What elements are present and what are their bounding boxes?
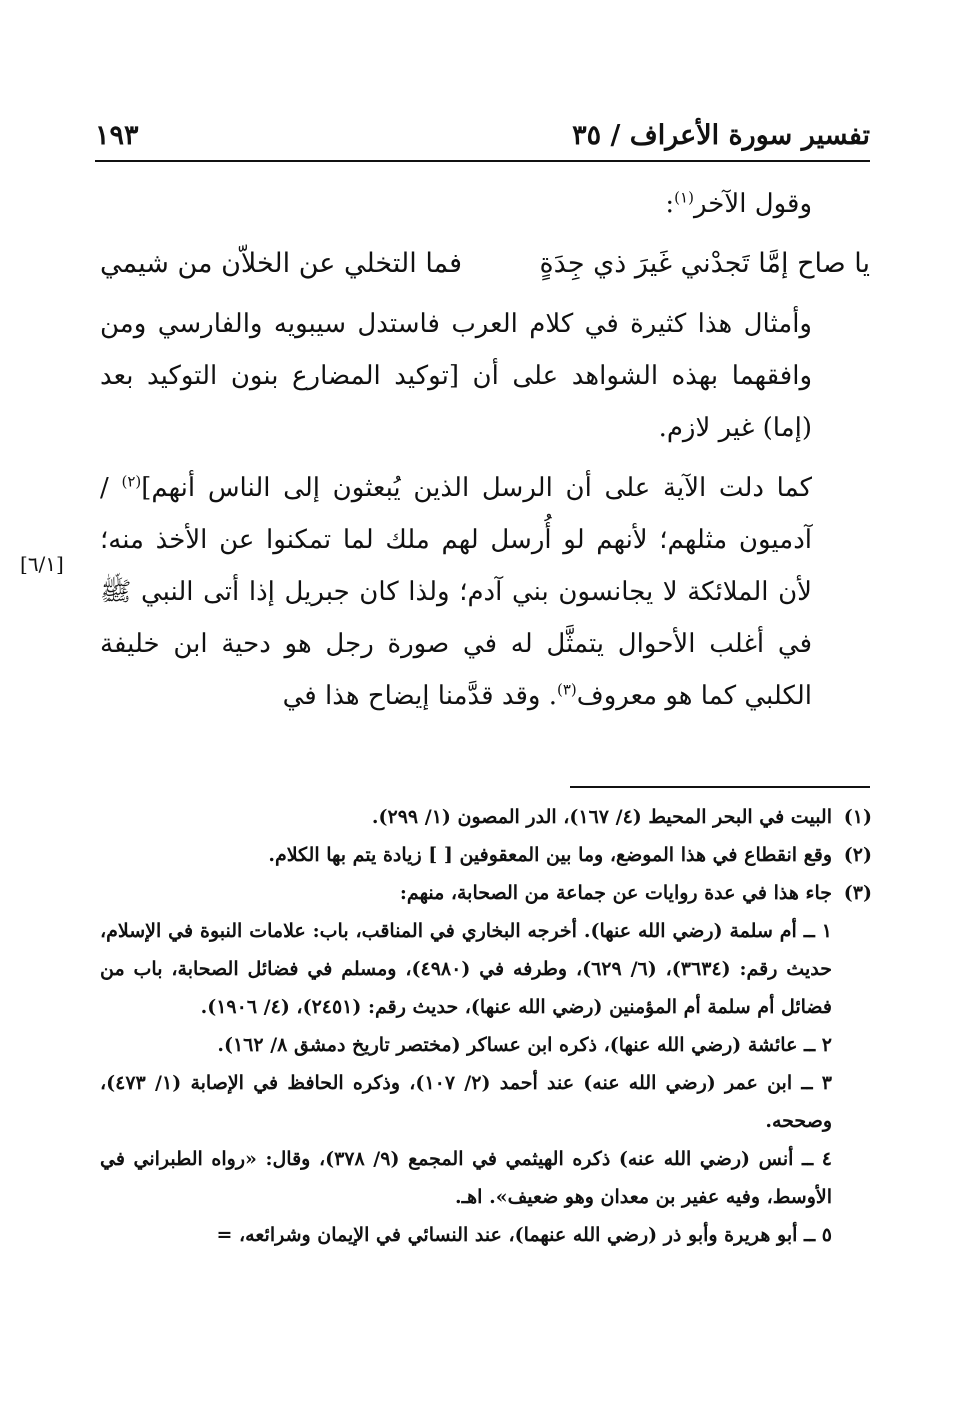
sub-note-4: ٤ ــ أنس (رضي الله عنه) ذكره الهيثمي في المجمع (٩/ ٣٧٨)، وقال: «رواه الطبراني في الأوسط، وفيه عفير بن معدان وهو ضعيف». اهـ. bbox=[100, 1148, 832, 1208]
footnote-ref-1[interactable]: (١) bbox=[674, 188, 694, 207]
sub-note-1: ١ ــ أم سلمة (رضي الله عنها). أخرجه البخاري في المناقب، باب: علامات النبوة في الإسلام، حديث رقم: (٣٦٣٤)، (٦/ ٦٢٩)، وطرفه في (٤٩٨٠)، ومسلم في فضائل الصحابة، باب من فضائل أم سلمة أم المؤمنين (رضي الله عنها)، حديث رقم: (٢٤٥١)، (٤/ ١٩٠٦). bbox=[100, 920, 832, 1018]
page-header bbox=[95, 110, 870, 162]
paragraph-2: كما دلت الآية على أن الرسل الذين يُبعثون إلى الناس أنهم]$^{(٢)}$ / آدميون مثلهم؛ لأنهم لو أُرسل لهم ملك لما تمكنوا عن الأخذ منه؛ لأن الملائكة لا يجانسون بني آدم؛ ولذا كان جبريل إذا أتى النبي ﷺ في أغلب الأحوال يتمثَّل له في صورة رجل هو دحية ابن خليفة الكلبي كما هو معروف$^{(٣)}$. وقد قدَّمنا إيضاح هذا في bbox=[100, 472, 812, 711]
footnote-text: وقع انقطاع في هذا الموضع، وما بين المعقوفين [ ] زيادة يتم بها الكلام. bbox=[268, 844, 832, 866]
manuscript-folio-ref: [٦/١] bbox=[20, 552, 64, 576]
footnote-text: جاء هذا في عدة روايات عن جماعة من الصحابة، منهم: bbox=[399, 882, 832, 904]
footnote-number: (٢) bbox=[843, 844, 872, 866]
page-number: ١٩٣ bbox=[95, 119, 139, 151]
footnote-number: (٣) bbox=[843, 882, 872, 904]
poetry-verse bbox=[100, 236, 870, 292]
footnote-3 bbox=[100, 874, 872, 912]
footnotes bbox=[100, 798, 872, 1254]
sub-note-3: ٣ ــ ابن عمر (رضي الله عنه) عند أحمد (٢/ ١٠٧)، وذكره الحافظ في الإصابة (١/ ٤٧٣)، وصححه. bbox=[100, 1072, 832, 1132]
footnote-divider bbox=[570, 786, 870, 788]
verse-hemistich-first: يا صاح إمَّا تَجدْني غَيرَ ذي جِدَةٍ bbox=[539, 248, 870, 279]
footnote-ref-2[interactable]: (٢) bbox=[121, 472, 142, 491]
footnote-ref-3[interactable]: (٣) bbox=[557, 680, 577, 699]
running-title: تفسير سورة الأعراف / ٣٥ bbox=[572, 119, 870, 151]
footnote-text: البيت في البحر المحيط (٤/ ١٦٧)، الدر المصون (١/ ٢٩٩). bbox=[371, 806, 832, 828]
footnote-number: (١) bbox=[843, 806, 872, 828]
verse-hemistich-second: فما التخلي عن الخلاّن من شيمي bbox=[100, 248, 463, 279]
footnote-1 bbox=[100, 798, 872, 836]
sub-note-5: ٥ ــ أبو هريرة وأبو ذر (رضي الله عنهما)، عند النسائي في الإيمان وشرائعه، = bbox=[216, 1224, 832, 1246]
footnote-2 bbox=[100, 836, 872, 874]
intro-line: وقول الآخر$^{(١)}$: bbox=[665, 188, 812, 219]
sub-note-2: ٢ ــ عائشة (رضي الله عنها)، ذكره ابن عساكر (مختصر تاريخ دمشق ٨/ ١٦٢). bbox=[217, 1034, 832, 1056]
paragraph-1: وأمثال هذا كثيرة في كلام العرب فاستدل سيبويه والفارسي ومن وافقهما بهذه الشواهد على أن [توكيد المضارع بنون التوكيد بعد (إما) غير لازم. bbox=[100, 309, 812, 443]
main-text bbox=[100, 178, 870, 722]
